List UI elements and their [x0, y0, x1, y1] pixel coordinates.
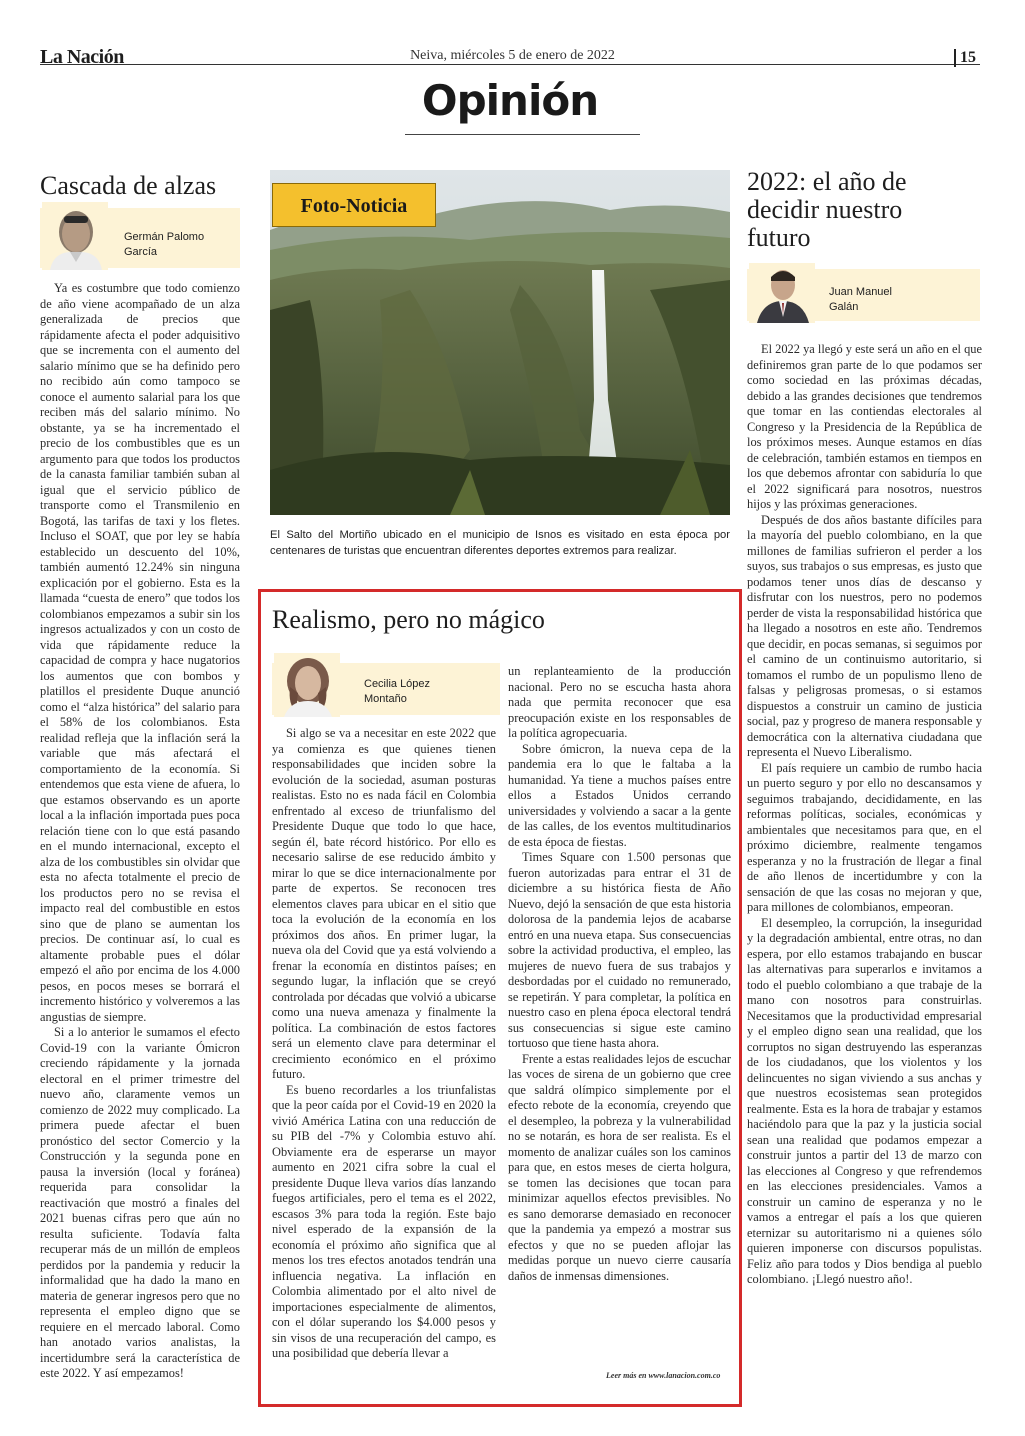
left-article-paragraph-1: Ya es costumbre que todo comienzo de año viene acompañado de un alza generalizada de precios que rápidamente afecta el poder adquisitivo que se incrementa con el aumento del salario mínimo que se ha definido pero no recibido aún como tampoco se conoce el aumento salarial para los que reciben más del salario mínimo. No obstante, ya se ha incrementado el precio de los combustibles que es un argumento para que todos los productos de la canasta familiar también suban al igual que el servicio público de transporte como el Transmilenio en Bogotá, las tarifas de taxi y los fletes. Incluso el SOAT, que por ley se había establecido un descuento del 10%, también aumentó 12.24% sin ninguna explicación por el gobierno. Esta es la llamada “cuesta de enero” que todos los colombianos empezamos a subir sin los ingresos actualizados y con un costo de vida que rápidamente reduce la capacidad de compra y hace nugatorios los aumentos que con bombos y platillos el presidente Duque anunció como el “alza histórica” del salario para el 58% de los colombianos. Esta realidad refleja que la inflación será la variable que más afectará el comportamiento de la economía. Si entendemos que esta viene de afuera, lo que estamos observando es un aporte local a la inflación importada pues poca relación tiene con lo que está pasando en el mundo internacional, excepto el alza de los combustibles sin olvidar que esta no afecta totalmente el precio de los productos pero no se revisa el impacto real del combustible en estos sino que de plano se aumentan los precios. De continuar así, lo cual es altamente probable pues el dólar empezó el año por encima de los 4.000 pesos, en pocos meses se borrará el incremento histórico y volveremos a las angustias de siempre. [40, 281, 240, 1024]
center-col2-paragraph-3: Times Square con 1.500 personas que fueron autorizadas para entrar el 31 de diciembre a su histórica fiesta de Año Nuevo, dejó la sensación de que esta historia dolorosa de la pandemia lejos de acabarse entró en una nueva etapa. Sus consecuencias sobre la actividad productiva, el empleo, las mujeres de nuevo fuera de sus trabajos y desbordadas por el cuidado no remunerado, se repetirán. Y para completar, la política en nuestro caso en plena época electoral tendrá sus consecuencias si sigue este camino tortuoso que tiene hasta ahora. [508, 850, 731, 1050]
center-col1-paragraph-2: Es bueno recordarles a los triunfalistas que la peor caída por el Covid-19 en 2020 la vivió América Latina con una reducción de su PIB del -7% y Colombia estuvo ahí. Obviamente era de esperarse un mayor aumento en 2021 cifra sobre la cual el presidente Duque lleva varios días lanzando fuegos artificiales, pero el tema es el 2022, escasos 3% para toda la región. Este bajo nivel esperado de la expansión de la economía el próximo año significa que al menos los tres efectos anotados tendrán una influencia negativa. La inflación en Colombia alimentado por el alto nivel de importaciones especialmente de alimentos, con el dólar superando los $4.000 pesos y sin visos de una recuperación del campo, es una posibilidad que debería llevar a [272, 1082, 496, 1360]
foto-noticia-badge [272, 183, 436, 227]
read-more-link[interactable]: Leer más en www.lanacion.com.co [606, 1371, 721, 1380]
right-article-paragraph-4: El desempleo, la corrupción, la inseguridad y la degradación ambiental, entre otras, no dan espera, por ello estamos trabajando en buscar las alternativas para superarlos e invitamos a todo el pueblo colombiano a que trabaje de la mano con nosotros para construirlas. Necesitamos que la productividad empresarial y el empleo digno sean una realidad, que los corruptos no sigan destruyendo las esperanzas de los ciudadanos, que los violentos y los delincuentes no sigan viviendo a sus anchas y que nuestros ecosistemas sean protegidos realmente. Esta es la hora de trabajar y estamos haciéndolo para que la paz y la justicia social sean una realidad que podamos empezar a construir juntos a partir del 13 de marzo con las elecciones al Congreso y que refrendemos en las elecciones presidenciales. Vamos a construir un camino de esperanza y no le vamos a entregar el país a los que quieren eternizar su autoritarismo ni a quienes sólo quieren imponerse con discursos populistas. Feliz año para todos y Dios bendiga al pueblo colombiano. ¡Llegó nuestro año!. [747, 915, 982, 1286]
left-author-name [124, 230, 204, 260]
right-article-paragraph-1: El 2022 ya llegó y este será un año en el que definiremos gran parte de lo que podamos ser como sociedad en las próximas décadas, debido a las grandes decisiones que tendremos que tomar en las contiendas electorales al Congreso y la Presidencia de la República de los próximos meses. Aunque estamos en días de celebración, también estamos en tiempos en los que debemos afrontar con sabiduría lo que el 2022 significará para nosotros, nuestros hijos y las próximas generaciones. [747, 342, 982, 511]
center-col2-paragraph-2: Sobre ómicron, la nueva cepa de la pandemia era lo que le faltaba a la humanidad. Ya tiene a muchos países entre ellos a Estados Unidos cerrando universidades y volviendo a sacar a la gente de las calles, de los eventos multitudinarios de esta época de fiestas. [508, 741, 731, 849]
center-article-column-1 [272, 726, 496, 1362]
author-photo-galan [749, 263, 815, 323]
right-author-name [829, 285, 892, 315]
right-article-body [747, 342, 982, 1288]
center-col1-paragraph-1: Si algo se va a necesitar en este 2022 que ya comienza es que quienes tienen responsabilidades que inciden sobre la evolución de la sociedad, asuman posturas realistas. Esto no es nada fácil en Colombia enfrentado al exceso de triunfalismo del Presidente Duque que todo lo que hace, según él, bate récord histórico. Por ello es necesario salirse de ese reducido ámbito y mirar lo que se dice internacionalmente por parte de expertos. Se reconocen tres elementos claves para ubicar en el sitio que toca la evolución de la economía en los próximos dos años. En primer lugar, la nueva ola del Covid que ya está volviendo a frenar la economía en distintos países; en segundo lugar, la inflación que se creyó controlada por décadas que volvió a ubicarse como una nueva amenaza y finalmente la política. La combinación de estos factores será un elemento clave para determinar el crecimiento económico en el próximo futuro. [272, 726, 496, 1081]
center-article-title: Realismo, pero no mágico [272, 605, 545, 634]
right-author-box [747, 269, 980, 321]
left-article-title: Cascada de alzas [40, 171, 217, 200]
header-date: Neiva, miércoles 5 de enero de 2022 [410, 48, 615, 63]
right-author-name-line2: Galán [829, 301, 859, 313]
center-author-name-line2: Montaño [364, 693, 407, 705]
center-col2-paragraph-4: Frente a estas realidades lejos de escuchar las voces de sirena de un gobierno que cree que saldrá olímpico simplemente por el efecto rebote de la economía, creyendo que el desempleo, la pobreza y la vulnerabilidad no se notarán, es hora de ser realista. Es el momento de analizar cuáles son los caminos para que, en estos meses de cierta holgura, se tomen las decisiones que tocan para minimizar aquellos efectos previsibles. No es sano demorarse demasiado en reconocer que la pandemia ya empezó a mostrar sus efectos y que no se pueden aflojar las medidas porque un nuevo cierre causaría daños de inmensas dimensiones. [508, 1051, 731, 1283]
masthead-logo: La Nación [40, 46, 124, 68]
right-article-title-line1: 2022: el año de [747, 167, 907, 196]
right-author-name-line1: Juan Manuel [829, 286, 892, 298]
section-title: Opinión [421, 76, 599, 125]
header-rule [40, 64, 980, 65]
right-article-title [747, 168, 987, 252]
right-article-paragraph-2: Después de dos años bastante difíciles para la mayoría del pueblo colombiano, en la que millones de familias sufrieron el perder a los suyos, sus trabajos o sus empresas, es justo que podamos tener unos días de descanso y disfrutar con los nuestros, pero no podemos perder de vista la responsabilidad histórica que ha llegado a nosotros en este año. Tendremos que decidir, en pocas semanas, si seguimos por el camino de un continuismo autoritario, si tomamos el rumbo de un populismo lleno de falsas y peligrosas promesas, o si estamos dispuestos a construir un camino de justicia social, paz y progreso de manera responsable y democrática con la alternativa ciudadana que representa el Nuevo Liberalismo. [747, 512, 982, 759]
section-rule [405, 134, 640, 135]
foto-noticia-label: Foto-Noticia [300, 195, 408, 217]
right-article-title-line2: decidir nuestro [747, 195, 903, 224]
left-article-body [40, 281, 240, 1382]
left-author-name-line1: Germán Palomo [124, 231, 205, 243]
center-col2-paragraph-1: un replanteamiento de la producción nacional. Pero no se escucha hasta ahora nada que permita reconocer que esa preocupación existe en los responsables de la política agropecuaria. [508, 664, 731, 740]
left-article-paragraph-2: Si a lo anterior le sumamos el efecto Covid-19 con la variante Ómicron creciendo rápidamente y la jornada electoral en el primer trimestre del nuevo año, claramente vemos un comienzo de 2022 muy complicado. La primera puede afectar el buen pronóstico del sector Comercio y la Construcción y la segunda pone en pausa la inversión (local y foránea) requerida para consolidar la reactivación que mostró a finales del 2021 buenas cifras pero que aún no resulta suficiente. Todavía falta recuperar más de un millón de empleos perdidos por la pandemia y reducir la informalidad que ha dado la mano en materia de generar ingresos pero que no representa el empleo digno que se requiere en el mercado laboral. Como han anotado varios analistas, la incertidumbre será la característica de este 2022. Y así empezamos! [40, 1025, 240, 1380]
center-author-name [364, 677, 430, 707]
center-article-column-2 [508, 664, 731, 1284]
left-author-name-line2: García [124, 246, 158, 258]
center-author-box [272, 663, 500, 715]
page-number: 15 [954, 49, 976, 67]
author-photo-palomo [42, 202, 108, 270]
center-author-name-line1: Cecilia López [364, 678, 431, 690]
author-photo-lopez [274, 653, 340, 717]
left-author-box [40, 208, 240, 268]
right-article-title-line3: futuro [747, 223, 811, 252]
photo-caption: El Salto del Mortiño ubicado en el municipio de Isnos es visitado en esta época por centenares de turistas que encuentran diferentes deportes extremos para realizar. [270, 529, 730, 557]
right-article-paragraph-3: El país requiere un cambio de rumbo hacia un puerto seguro y por ello no descansamos y seguimos trabajando, decididamente, en las reformas políticas, sociales, económicas y ambientales que necesitamos para que, en el próximo diciembre, realmente tengamos esperanza y no la frustración de llegar a final de año llenos de incertidumbre y con la sensación de que las cosas no mejoran y que, para millones de colombianos, empeoran. [747, 760, 982, 914]
